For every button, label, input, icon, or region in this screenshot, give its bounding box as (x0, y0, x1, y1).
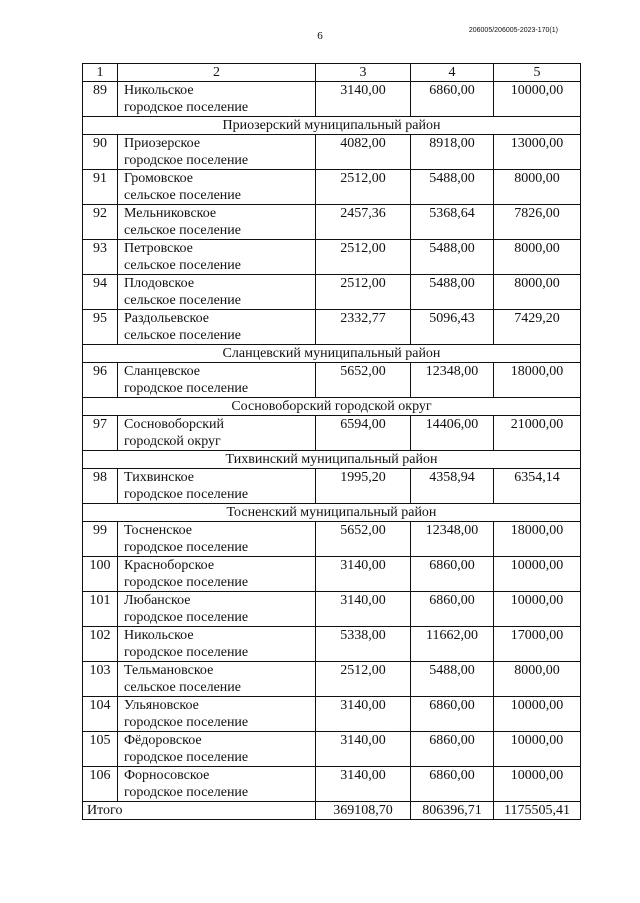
settlement-name (118, 732, 316, 767)
region-title: Приозерский муниципальный район (83, 117, 581, 135)
settlement-name (118, 205, 316, 240)
value-col5: 13000,00 (494, 135, 581, 170)
value-col3: 2457,36 (316, 205, 411, 240)
settlement-name-line: Красноборское (124, 558, 215, 573)
row-number: 96 (83, 363, 118, 398)
row-number: 106 (83, 767, 118, 802)
settlement-name-line: сельское поселение (124, 328, 241, 343)
settlement-name (118, 627, 316, 662)
settlement-name (118, 522, 316, 557)
table-row (83, 416, 581, 451)
settlement-name (118, 82, 316, 117)
value-col3: 5338,00 (316, 627, 411, 662)
settlement-name-line: городское поселение (124, 381, 249, 396)
settlement-name (118, 275, 316, 310)
settlement-name-line: городское поселение (124, 785, 249, 800)
row-number: 102 (83, 627, 118, 662)
settlement-name-line: Сосновоборский (124, 417, 225, 432)
settlement-name-line: сельское поселение (124, 258, 241, 273)
table-row (83, 627, 581, 662)
value-col3: 3140,00 (316, 82, 411, 117)
settlement-name-line: сельское поселение (124, 188, 241, 203)
table-row (83, 557, 581, 592)
value-col5: 8000,00 (494, 662, 581, 697)
table-row (83, 662, 581, 697)
row-number: 94 (83, 275, 118, 310)
row-number: 100 (83, 557, 118, 592)
table-row (83, 310, 581, 345)
settlement-name-line: Петровское (124, 241, 193, 256)
settlement-name-line: Громовское (124, 171, 194, 186)
allocation-table (82, 63, 581, 820)
value-col3: 3140,00 (316, 592, 411, 627)
row-number: 95 (83, 310, 118, 345)
row-number: 90 (83, 135, 118, 170)
column-header: 4 (411, 64, 494, 82)
value-col4: 5488,00 (411, 240, 494, 275)
settlement-name-line: Форносовское (124, 768, 210, 783)
value-col5: 10000,00 (494, 767, 581, 802)
settlement-name-line: городской округ (124, 434, 221, 449)
table-row (83, 135, 581, 170)
column-header: 3 (316, 64, 411, 82)
row-number: 98 (83, 469, 118, 504)
table-row (83, 767, 581, 802)
value-col4: 12348,00 (411, 522, 494, 557)
value-col3: 3140,00 (316, 557, 411, 592)
row-number: 99 (83, 522, 118, 557)
total-col4: 806396,71 (411, 802, 494, 820)
row-number: 105 (83, 732, 118, 767)
value-col3: 3140,00 (316, 697, 411, 732)
value-col3: 3140,00 (316, 732, 411, 767)
value-col5: 7826,00 (494, 205, 581, 240)
settlement-name-line: Никольское (124, 83, 194, 98)
settlement-name-line: Сланцевское (124, 364, 200, 379)
settlement-name (118, 310, 316, 345)
table-row (83, 522, 581, 557)
row-number: 91 (83, 170, 118, 205)
value-col4: 5096,43 (411, 310, 494, 345)
value-col4: 6860,00 (411, 767, 494, 802)
value-col5: 7429,20 (494, 310, 581, 345)
value-col5: 6354,14 (494, 469, 581, 504)
value-col4: 5488,00 (411, 170, 494, 205)
table-row (83, 697, 581, 732)
settlement-name-line: сельское поселение (124, 223, 241, 238)
settlement-name (118, 170, 316, 205)
region-row (83, 398, 581, 416)
settlement-name (118, 557, 316, 592)
settlement-name-line: Мельниковское (124, 206, 217, 221)
settlement-name-line: Фёдоровское (124, 733, 202, 748)
settlement-name-line: городское поселение (124, 100, 249, 115)
value-col4: 11662,00 (411, 627, 494, 662)
value-col4: 6860,00 (411, 592, 494, 627)
row-number: 97 (83, 416, 118, 451)
value-col5: 10000,00 (494, 82, 581, 117)
region-row (83, 117, 581, 135)
value-col3: 6594,00 (316, 416, 411, 451)
region-title: Тосненский муниципальный район (83, 504, 581, 522)
settlement-name (118, 697, 316, 732)
value-col3: 2332,77 (316, 310, 411, 345)
settlement-name-line: Тельмановское (124, 663, 214, 678)
row-number: 89 (83, 82, 118, 117)
value-col3: 2512,00 (316, 240, 411, 275)
table-row (83, 170, 581, 205)
value-col5: 17000,00 (494, 627, 581, 662)
table-row (83, 275, 581, 310)
settlement-name (118, 363, 316, 398)
region-title: Сосновоборский городской округ (83, 398, 581, 416)
document-code: 206005/206005-2023-170(1) (468, 27, 558, 34)
total-row (83, 802, 581, 820)
row-number: 101 (83, 592, 118, 627)
settlement-name-line: Любанское (124, 593, 191, 608)
value-col5: 8000,00 (494, 240, 581, 275)
table-row (83, 82, 581, 117)
region-title: Сланцевский муниципальный район (83, 345, 581, 363)
value-col4: 5488,00 (411, 275, 494, 310)
settlement-name (118, 469, 316, 504)
settlement-name-line: Ульяновское (124, 698, 199, 713)
total-label: Итого (83, 802, 316, 820)
total-col3: 369108,70 (316, 802, 411, 820)
settlement-name-line: городское поселение (124, 750, 249, 765)
value-col3: 5652,00 (316, 363, 411, 398)
column-header: 1 (83, 64, 118, 82)
settlement-name-line: городское поселение (124, 575, 249, 590)
settlement-name-line: городское поселение (124, 487, 249, 502)
value-col5: 18000,00 (494, 522, 581, 557)
column-header: 5 (494, 64, 581, 82)
total-col5: 1175505,41 (494, 802, 581, 820)
region-row (83, 451, 581, 469)
settlement-name-line: Никольское (124, 628, 194, 643)
value-col5: 21000,00 (494, 416, 581, 451)
settlement-name-line: городское поселение (124, 610, 249, 625)
settlement-name-line: городское поселение (124, 153, 249, 168)
value-col5: 10000,00 (494, 697, 581, 732)
page-number: 6 (317, 30, 323, 42)
value-col5: 10000,00 (494, 557, 581, 592)
settlement-name (118, 592, 316, 627)
value-col4: 6860,00 (411, 557, 494, 592)
value-col4: 8918,00 (411, 135, 494, 170)
value-col3: 3140,00 (316, 767, 411, 802)
row-number: 104 (83, 697, 118, 732)
settlement-name-line: Приозерское (124, 136, 201, 151)
settlement-name (118, 416, 316, 451)
row-number: 92 (83, 205, 118, 240)
table-row (83, 205, 581, 240)
header-row (83, 64, 581, 82)
value-col4: 6860,00 (411, 82, 494, 117)
value-col5: 8000,00 (494, 275, 581, 310)
value-col4: 6860,00 (411, 697, 494, 732)
region-row (83, 504, 581, 522)
region-row (83, 345, 581, 363)
value-col5: 8000,00 (494, 170, 581, 205)
row-number: 93 (83, 240, 118, 275)
settlement-name-line: городское поселение (124, 645, 249, 660)
value-col3: 2512,00 (316, 275, 411, 310)
value-col3: 4082,00 (316, 135, 411, 170)
settlement-name-line: сельское поселение (124, 293, 241, 308)
settlement-name-line: сельское поселение (124, 680, 241, 695)
column-header: 2 (118, 64, 316, 82)
table-row (83, 732, 581, 767)
value-col5: 10000,00 (494, 732, 581, 767)
value-col4: 4358,94 (411, 469, 494, 504)
table-row (83, 469, 581, 504)
value-col4: 6860,00 (411, 732, 494, 767)
settlement-name-line: Плодовское (124, 276, 195, 291)
value-col4: 5488,00 (411, 662, 494, 697)
value-col5: 10000,00 (494, 592, 581, 627)
settlement-name (118, 662, 316, 697)
table-row (83, 592, 581, 627)
value-col3: 5652,00 (316, 522, 411, 557)
table-row (83, 240, 581, 275)
value-col3: 2512,00 (316, 662, 411, 697)
value-col5: 18000,00 (494, 363, 581, 398)
row-number: 103 (83, 662, 118, 697)
settlement-name-line: Тихвинское (124, 470, 194, 485)
settlement-name-line: Раздольевское (124, 311, 210, 326)
value-col3: 1995,20 (316, 469, 411, 504)
settlement-name (118, 135, 316, 170)
settlement-name (118, 767, 316, 802)
value-col4: 14406,00 (411, 416, 494, 451)
region-title: Тихвинский муниципальный район (83, 451, 581, 469)
settlement-name-line: городское поселение (124, 715, 249, 730)
value-col4: 12348,00 (411, 363, 494, 398)
settlement-name (118, 240, 316, 275)
value-col3: 2512,00 (316, 170, 411, 205)
table-row (83, 363, 581, 398)
settlement-name-line: городское поселение (124, 540, 249, 555)
value-col4: 5368,64 (411, 205, 494, 240)
settlement-name-line: Тосненское (124, 523, 192, 538)
